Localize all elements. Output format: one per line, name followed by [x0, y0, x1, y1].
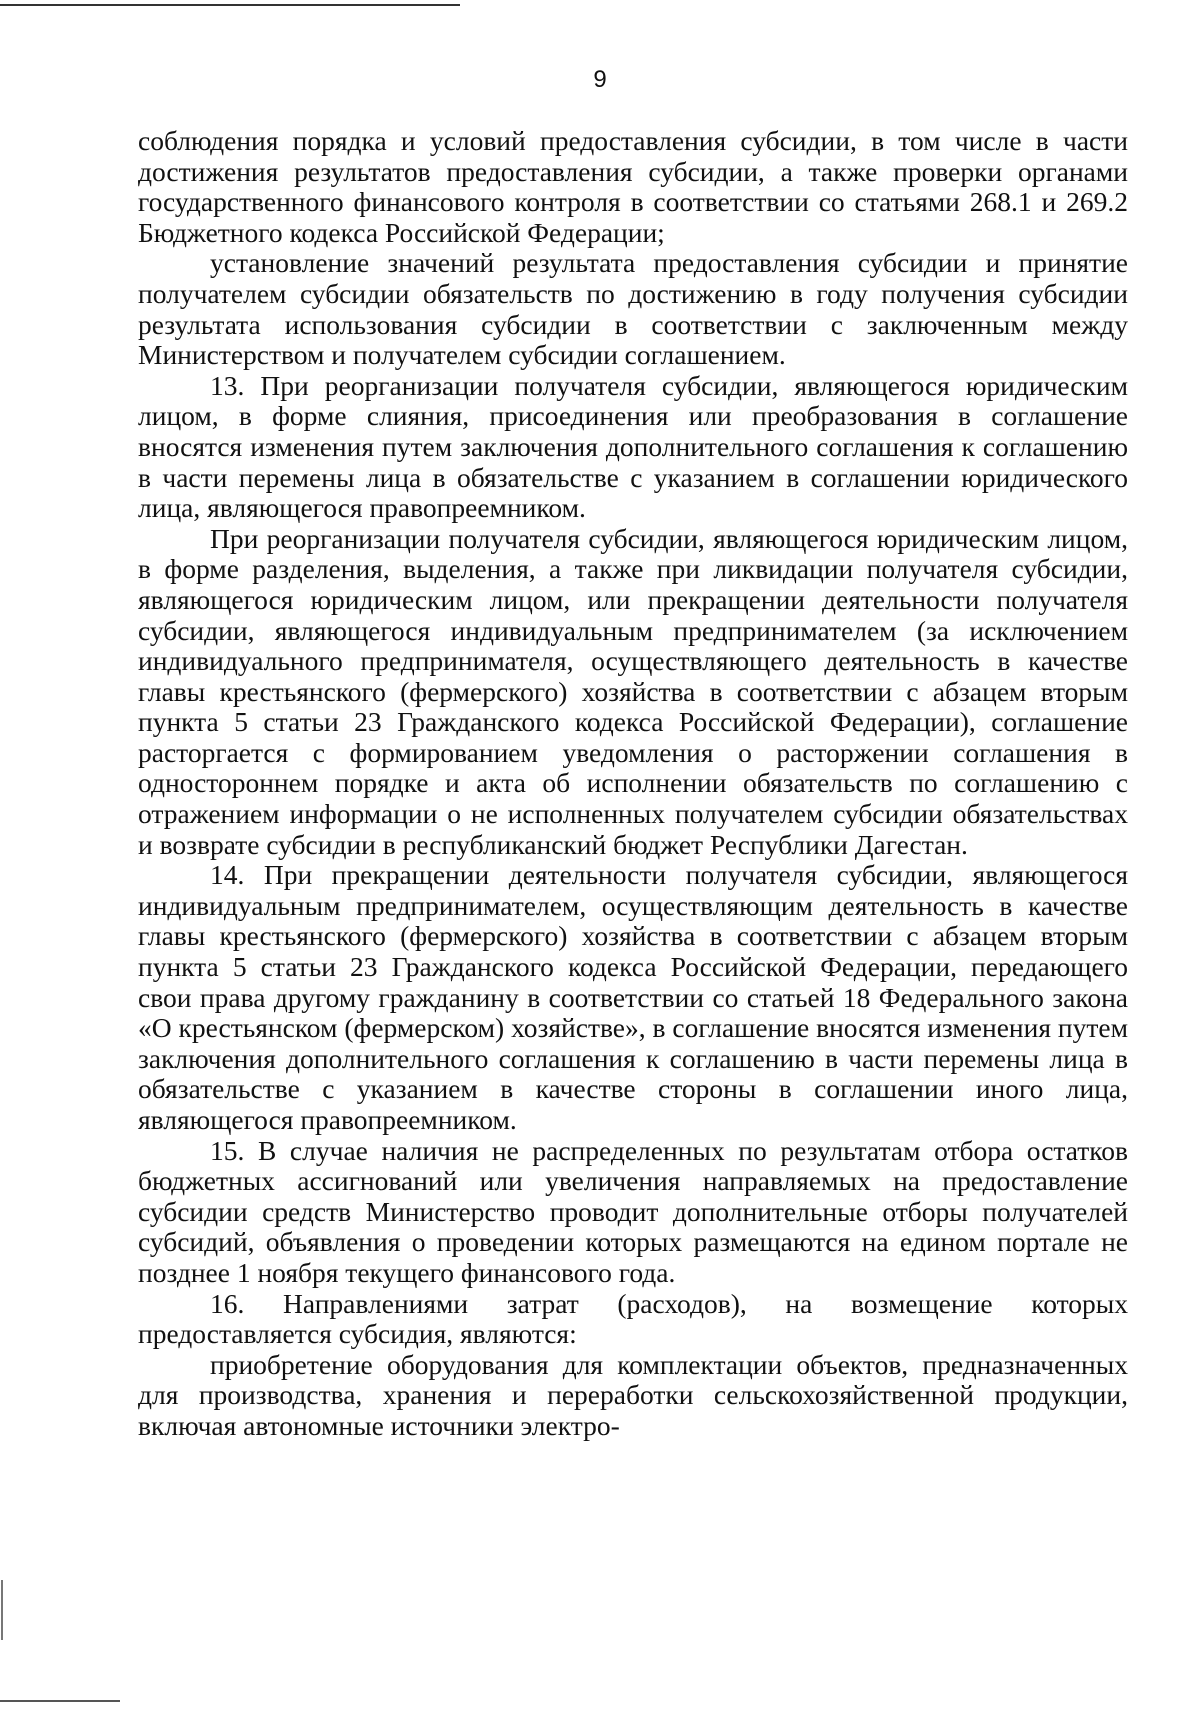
paragraph-5: 14. При прекращении деятельности получателя субсидии, являющегося индивидуальным предпринимателем, осуществляющим деятельность в качестве главы крестьянского (фермерского) хозяйства в соответствии с абзацем вторым пункта 5 статьи 23 Гражданского кодекса Российской Федерации, передающего свои права другому гражданину в соответствии со статьей 18 Федерального закона «О крестьянском (фермерском) хозяйстве», в соглашение вносятся изменения путем заключения дополнительного соглашения к соглашению в части перемены лица в обязательстве с указанием в качестве стороны в соглашении иного лица, являющегося правопреемником. [138, 859, 1128, 1135]
paragraph-4: При реорганизации получателя субсидии, являющегося юридическим лицом, в форме разделения, выделения, а также при ликвидации получателя субсидии, являющегося юридическим лицом, или прекращении деятельности получателя субсидии, являющегося индивидуальным предпринимателем (за исключением индивидуального предпринимателя, осуществляющего деятельность в качестве главы крестьянского (фермерского) хозяйства в соответствии с абзацем вторым пункта 5 статьи 23 Гражданского кодекса Российской Федерации), соглашение расторгается с формированием уведомления о расторжении соглашения в одностороннем порядке и акта об исполнении обязательств по соглашению с отражением информации о не исполненных получателем субсидии обязательствах и возврате субсидии в республиканский бюджет Республики Дагестан. [138, 522, 1128, 860]
paragraph-8: приобретение оборудования для комплектации объектов, предназначенных для производства, хранения и переработки сельскохозяйственной продукции, включая автономные источники электро- [138, 1348, 1128, 1441]
paragraph-2: установление значений результата предоставления субсидии и принятие получателем субсидии обязательств по достижению в году получения субсидии результата использования субсидии в соответствии с заключенным между Министерством и получателем субсидии соглашением. [138, 247, 1128, 371]
scan-artifact-bottom-line [0, 1700, 120, 1702]
document-body [138, 126, 1128, 1442]
paragraph-7: 16. Направлениями затрат (расходов), на возмещение которых предоставляется субсидия, являются: [138, 1287, 1128, 1350]
scan-artifact-left-edge [1, 1580, 3, 1640]
paragraph-6: 15. В случае наличия не распределенных по результатам отбора остатков бюджетных ассигнований или увеличения направляемых на предоставление субсидии средств Министерство проводит дополнительные отборы получателей субсидий, объявления о проведении которых размещаются на едином портале не позднее 1 ноября текущего финансового года. [138, 1134, 1128, 1288]
paragraph-3: 13. При реорганизации получателя субсидии, являющегося юридическим лицом, в форме слияния, присоединения или преобразования в соглашение вносятся изменения путем заключения дополнительного соглашения к соглашению в части перемены лица в обязательстве с указанием в соглашении юридического лица, являющегося правопреемником. [138, 369, 1128, 524]
paragraph-1: соблюдения порядка и условий предоставления субсидии, в том числе в части достижения результатов предоставления субсидии, а также проверки органами государственного финансового контроля в соответствии со статьями 268.1 и 269.2 Бюджетного кодекса Российской Федерации; [138, 125, 1128, 248]
scan-artifact-top-line [0, 4, 460, 6]
page-number: 9 [593, 66, 607, 93]
